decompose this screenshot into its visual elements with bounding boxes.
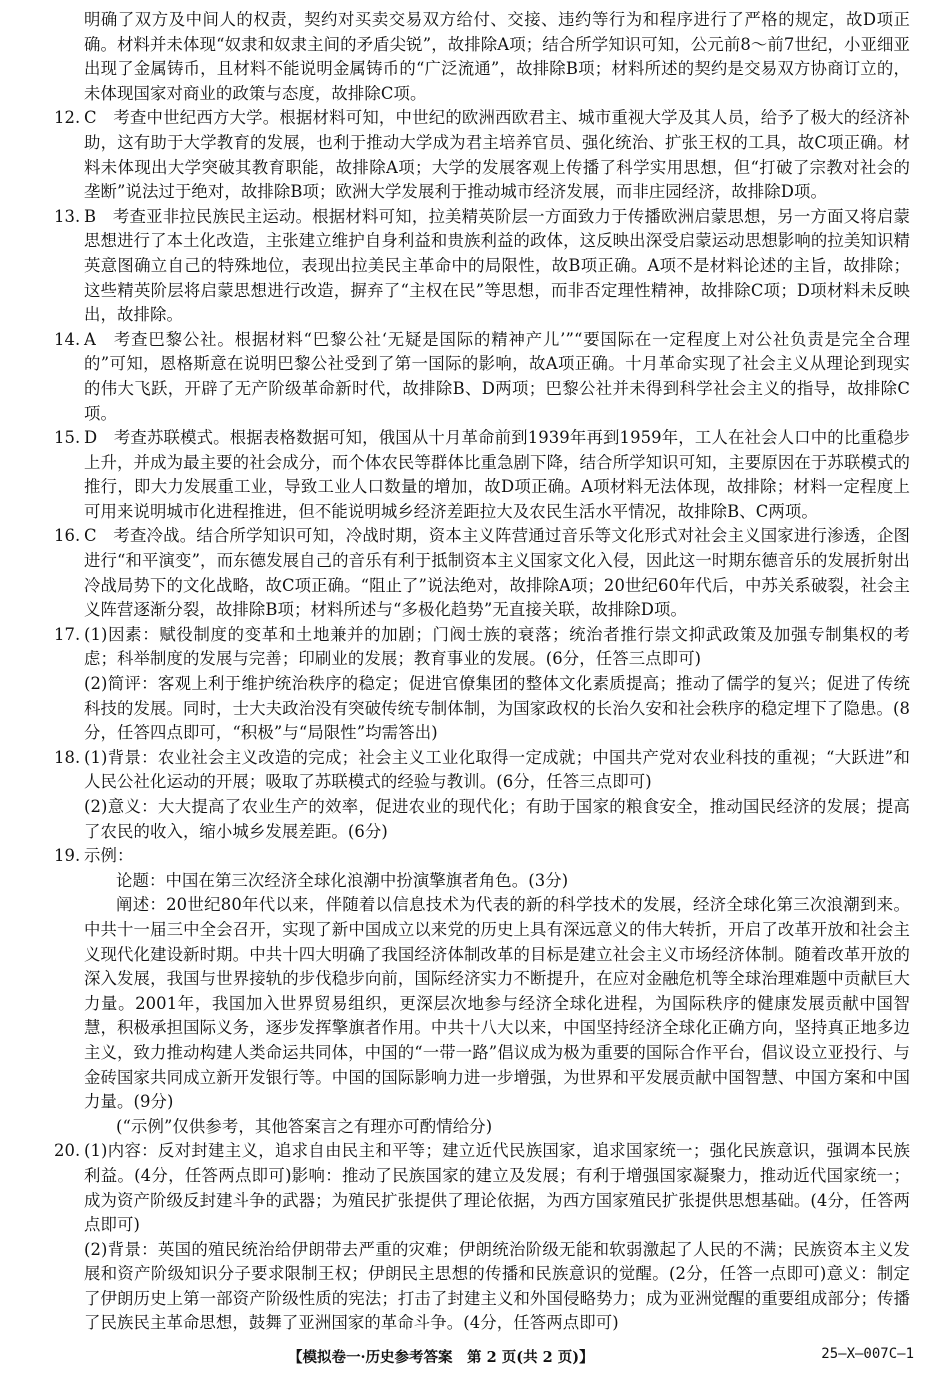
answer-part-1: (1)因素：赋役制度的变革和土地兼并的加剧；门阀士族的衰落；统治者推行崇文抑武政策及加强专制集权的考虑；科举制度的发展与完善；印刷业的发展；教育事业的发展。(6分，任答三点即可): [84, 624, 910, 669]
example-label: 示例：: [84, 846, 134, 866]
footer-code: 25—X—007C—1: [821, 1346, 914, 1362]
answer-part-2: (2)简评：客观上利于维护统治秩序的稳定；促进官僚集团的整体文化素质提高；推动了儒学的复兴；促进了传统科技的发展。同时，士大夫政治没有突破传统专制体制，为国家政权的长治久安和社会秩序的稳定埋下了隐患。(8分，任答四点即可，“积极”与“局限性”均需答出): [84, 674, 910, 743]
question-number: 14.: [54, 329, 81, 349]
question-number: 18.: [54, 747, 81, 767]
answer-12: [54, 106, 910, 204]
page-footer: [0, 1346, 950, 1370]
argument: 阐述：20世纪80年代以来，伴随着以信息技术为代表的新的科学技术的发展，经济全球化第三次浪潮到来。中共十一届三中全会召开，实现了新中国成立以来党的历史上具有深远意义的伟大转折，开启了改革开放和社会主义现代化建设新时期。中共十四大明确了我国经济体制改革的目标是建立社会主义市场经济体制。随着改革开放的深入发展，我国与世界接轨的步伐稳步向前，国际经济实力不断提升，在应对金融危机等全球治理难题中贡献巨大力量。2001年，我国加入世界贸易组织，更深层次地参与经济全球化进程，为国际秩序的健康发展贡献中国智慧，积极承担国际义务，逐步发挥擎旗者作用。中共十八大以来，中国坚持经济全球化正确方向，坚持真正地多边主义，致力推动构建人类命运共同体，中国的“一带一路”倡议成为极为重要的国际合作平台，倡议设立亚投行、与金砖国家共同成立新开发银行等。中国的国际影响力进一步增强，为世界和平发展贡献中国智慧、中国方案和中国力量。(9分): [84, 895, 910, 1112]
answer-16: [54, 524, 910, 622]
question-number: 19.: [54, 846, 81, 866]
question-number: 16.: [54, 526, 81, 546]
question-number: 17.: [54, 624, 81, 644]
answer-text: C 考查中世纪西方大学。根据材料可知，中世纪的欧洲西欧君主、城市重视大学及其人员，给予了极大的经济补助，这有助于大学教育的发展，也利于推动大学成为君主培养官员、强化统治、扩张王权的工具，故C项正确。材料未体现出大学突破其教育职能，故排除A项；大学的发展客观上传播了科学实用思想，但“打破了宗教对社会的垄断”说法过于绝对，故排除B项；欧洲大学发展利于推动城市经济发展，而非庄园经济，故排除D项。: [84, 108, 910, 202]
continued-answer-11: 明确了双方及中间人的权责，契约对买卖交易双方给付、交接、违约等行为和程序进行了严格的规定，故D项正确。材料并未体现“奴隶和奴隶主间的矛盾尖锐”，故排除A项；结合所学知识可知，公元前8～前7世纪，小亚细亚出现了金属铸币，且材料不能说明金属铸币的“广泛流通”，故排除B项；材料所述的契约是交易双方协商订立的，未体现国家对商业的政策与态度，故排除C项。: [84, 10, 910, 103]
answer-text: D 考查苏联模式。根据表格数据可知，俄国从十月革命前到1939年再到1959年，工人在社会人口中的比重稳步上升，并成为最主要的社会成分，而个体农民等群体比重急剧下降，结合所学知识可知，主要原因在于苏联模式的推行，即大力发展重工业，导致工业人口数量的增加，故D项正确。A项材料无法体现，故排除；材料一定程度上可用来说明城市化进程推进，但不能说明城乡经济差距拉大及农民生活水平情况，故排除B、C两项。: [84, 428, 910, 521]
answer-part-2: (2)背景：英国的殖民统治给伊朗带去严重的灾难；伊朗统治阶级无能和软弱激起了人民的不满；民族资本主义发展和资产阶级知识分子要求限制王权；伊朗民主思想的传播和民族意识的觉醒。(2分，任答一点即可)意义：制定了伊朗历史上第一部资产阶级性质的宪法；打击了封建主义和外国侵略势力；成为亚洲觉醒的重要组成部分；传播了民族民主革命思想，鼓舞了亚洲国家的革命斗争。(4分，任答两点即可): [84, 1239, 910, 1333]
answer-part-1: (1)背景：农业社会主义改造的完成；社会主义工业化取得一定成就；中国共产党对农业科技的重视；“大跃进”和人民公社化运动的开展；吸取了苏联模式的经验与教训。(6分，任答三点即可): [84, 747, 910, 792]
answer-19: [54, 844, 910, 1139]
answer-15: [54, 426, 910, 524]
answer-text: A 考查巴黎公社。根据材料“巴黎公社‘无疑是国际的精神产儿’”“要国际在一定程度上对公社负责是完全合理的”可知，恩格斯意在说明巴黎公社受到了第一国际的影响，故A项正确。十月革命实现了社会主义从理论到现实的伟大飞跃，开辟了无产阶级革命新时代，故排除B、D两项；巴黎公社并未得到科学社会主义的指导，故排除C项。: [84, 329, 910, 423]
answer-13: [54, 205, 910, 328]
answer-part-2: (2)意义：大大提高了农业生产的效率，促进农业的现代化；有助于国家的粮食安全，推动国民经济的发展；提高了农民的收入，缩小城乡发展差距。(6分): [84, 797, 910, 841]
question-number: 20.: [54, 1141, 81, 1161]
grading-note: (“示例”仅供参考，其他答案言之有理亦可酌情给分): [116, 1116, 493, 1136]
answer-14: [54, 328, 910, 426]
answer-part-1: (1)内容：反对封建主义，追求自由民主和平等；建立近代民族国家，追求国家统一；强化民族意识，强调本民族利益。(4分，任答两点即可)影响：推动了民族国家的建立及发展；有利于增强国家凝聚力，推动近代国家统一；成为资产阶级反封建斗争的武器；为殖民扩张提供了理论依据，为西方国家殖民扩张提供思想基础。(4分，任答两点即可): [84, 1141, 910, 1235]
footer-title: 【模拟卷一·历史参考答案 第 2 页(共 2 页)】: [288, 1349, 594, 1366]
thesis: 论题：中国在第三次经济全球化浪潮中扮演擎旗者角色。(3分): [116, 870, 569, 890]
answer-17: [54, 623, 910, 746]
answer-18: [54, 746, 910, 844]
question-number: 12.: [54, 108, 81, 128]
question-number: 13.: [54, 206, 81, 226]
answer-text: C 考查冷战。结合所学知识可知，冷战时期，资本主义阵营通过音乐等文化形式对社会主义国家进行渗透，企图进行“和平演变”，而东德发展自己的音乐有利于抵制资本主义国家文化入侵，因此这一时期东德音乐的发展折射出冷战局势下的文化战略，故C项正确。“阻止了”说法绝对，故排除A项；20世纪60年代后，中苏关系破裂，社会主义阵营逐渐分裂，故排除B项；材料所述与“多极化趋势”无直接关联，故排除D项。: [84, 526, 910, 620]
answer-20: [54, 1139, 910, 1336]
answer-page: [54, 8, 910, 1336]
answer-text: B 考查亚非拉民族民主运动。根据材料可知，拉美精英阶层一方面致力于传播欧洲启蒙思想，另一方面又将启蒙思想进行了本土化改造，主张建立维护自身利益和贵族利益的政体，这反映出深受启蒙运动思想影响的拉美知识精英意图确立自己的特殊地位，表现出拉美民主革命中的局限性，故B项正确。A项不是材料论述的主旨，故排除；这些精英阶层将启蒙思想进行改造，摒弃了“主权在民”等思想，而非否定理性精神，故排除C项；D项材料未反映出，故排除。: [84, 206, 910, 325]
question-number: 15.: [54, 428, 81, 448]
